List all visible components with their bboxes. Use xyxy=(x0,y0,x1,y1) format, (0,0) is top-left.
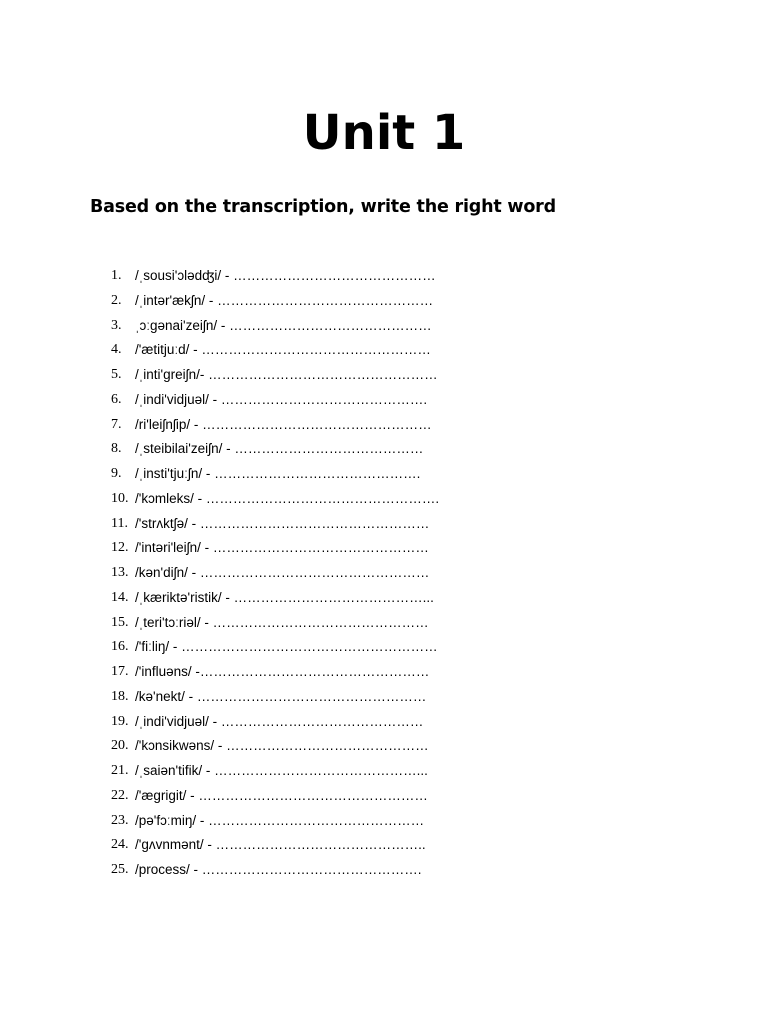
item-transcription: /'fiːliŋ/ - ………………………………………………… xyxy=(135,639,438,655)
item-number: 2. xyxy=(111,292,122,308)
item-number: 21. xyxy=(111,763,129,778)
list-item xyxy=(0,759,768,784)
item-transcription: /ˌindi'vidjuəl/ - ………………………………………. xyxy=(135,391,428,407)
item-number: 9. xyxy=(111,466,122,481)
item-transcription: /ˌteri'tɔːriəl/ - ………………………………………… xyxy=(135,614,429,630)
item-transcription: /'influəns/ -…………………………………………… xyxy=(135,664,430,679)
item-number: 12. xyxy=(111,540,129,556)
list-item xyxy=(0,462,768,487)
list-item xyxy=(0,858,768,883)
item-transcription: /'kɔmleks/ - ……………………………………………. xyxy=(135,490,440,506)
item-transcription: /'kɔnsikwəns/ - ……………………………………… xyxy=(135,738,429,754)
list-item xyxy=(0,437,768,462)
item-transcription: /process/ - …………………………………………. xyxy=(135,862,422,877)
list-item xyxy=(0,363,768,388)
list-item xyxy=(0,561,768,586)
list-item xyxy=(0,388,768,413)
list-item xyxy=(0,338,768,363)
item-transcription: /kə'nekt/ - …………………………………………… xyxy=(135,688,427,704)
item-transcription: /ˌsousi'ɔlədʤi/ - ……………………………………… xyxy=(135,268,436,283)
list-item xyxy=(0,660,768,685)
list-item xyxy=(0,536,768,561)
item-number: 4. xyxy=(111,342,122,358)
item-transcription: /'strʌktʃə/ - …………………………………………… xyxy=(135,515,430,531)
item-number: 11. xyxy=(111,515,128,531)
item-number: 17. xyxy=(111,664,129,679)
item-number: 15. xyxy=(111,614,129,630)
item-number: 13. xyxy=(111,565,129,580)
item-number: 6. xyxy=(111,391,122,407)
item-number: 8. xyxy=(111,441,122,457)
list-item xyxy=(0,413,768,438)
item-transcription: ˌɔːgənai'zeiʃn/ - ……………………………………… xyxy=(135,317,432,333)
item-transcription: /ˌindi'vidjuəl/ - ……………………………………… xyxy=(135,713,424,729)
item-transcription: /ˌinti'greiʃn/- …………………………………………… xyxy=(135,367,438,382)
list-item xyxy=(0,710,768,735)
item-transcription: /'gʌvnmənt/ - ……………………………………….. xyxy=(135,837,426,853)
item-transcription: /ri'leiʃnʃip/ - …………………………………………… xyxy=(135,416,432,432)
item-number: 18. xyxy=(111,688,129,704)
item-number: 7. xyxy=(111,416,122,432)
item-transcription: /ˌsteibilai'zeiʃn/ - …………………………………… xyxy=(135,441,424,457)
list-item xyxy=(0,289,768,314)
item-transcription: /'ægrigit/ - …………………………………………… xyxy=(135,787,428,803)
item-transcription: /ˌsaiən'tifik/ - ………………………………………... xyxy=(135,763,428,778)
list-item xyxy=(0,833,768,858)
item-number: 23. xyxy=(111,812,129,828)
list-item xyxy=(0,784,768,809)
list-item xyxy=(0,635,768,660)
item-number: 20. xyxy=(111,738,129,754)
list-item xyxy=(0,487,768,512)
list-item xyxy=(0,264,768,289)
list-item xyxy=(0,685,768,710)
instruction-text: Based on the transcription, write the right word xyxy=(90,197,556,217)
list-item xyxy=(0,809,768,834)
item-transcription: /ˌintər'ækʃn/ - ………………………………………… xyxy=(135,292,434,308)
item-number: 3. xyxy=(111,317,122,333)
item-number: 19. xyxy=(111,713,129,729)
transcription-list xyxy=(0,264,768,883)
item-number: 16. xyxy=(111,639,129,655)
item-transcription: /pə'fɔːmiŋ/ - ………………………………………… xyxy=(135,812,425,828)
item-number: 22. xyxy=(111,787,129,803)
list-item xyxy=(0,734,768,759)
item-transcription: /'ætitjuːd/ - …………………………………………… xyxy=(135,342,431,358)
item-transcription: /ˌinsti'tjuːʃn/ - ………………………………………. xyxy=(135,466,421,481)
item-number: 25. xyxy=(111,862,129,877)
list-item xyxy=(0,611,768,636)
item-number: 10. xyxy=(111,490,129,506)
item-number: 5. xyxy=(111,367,122,382)
item-number: 1. xyxy=(111,268,122,283)
list-item xyxy=(0,586,768,611)
item-transcription: /kən'diʃn/ - …………………………………………… xyxy=(135,565,430,580)
item-number: 14. xyxy=(111,589,129,605)
item-transcription: /ˌkæriktə'ristik/ - ……………………………………... xyxy=(135,589,434,605)
list-item xyxy=(0,314,768,339)
page-title: Unit 1 xyxy=(302,105,466,161)
item-number: 24. xyxy=(111,837,129,853)
list-item xyxy=(0,512,768,537)
item-transcription: /'intəri'leiʃn/ - ………………………………………… xyxy=(135,540,429,556)
